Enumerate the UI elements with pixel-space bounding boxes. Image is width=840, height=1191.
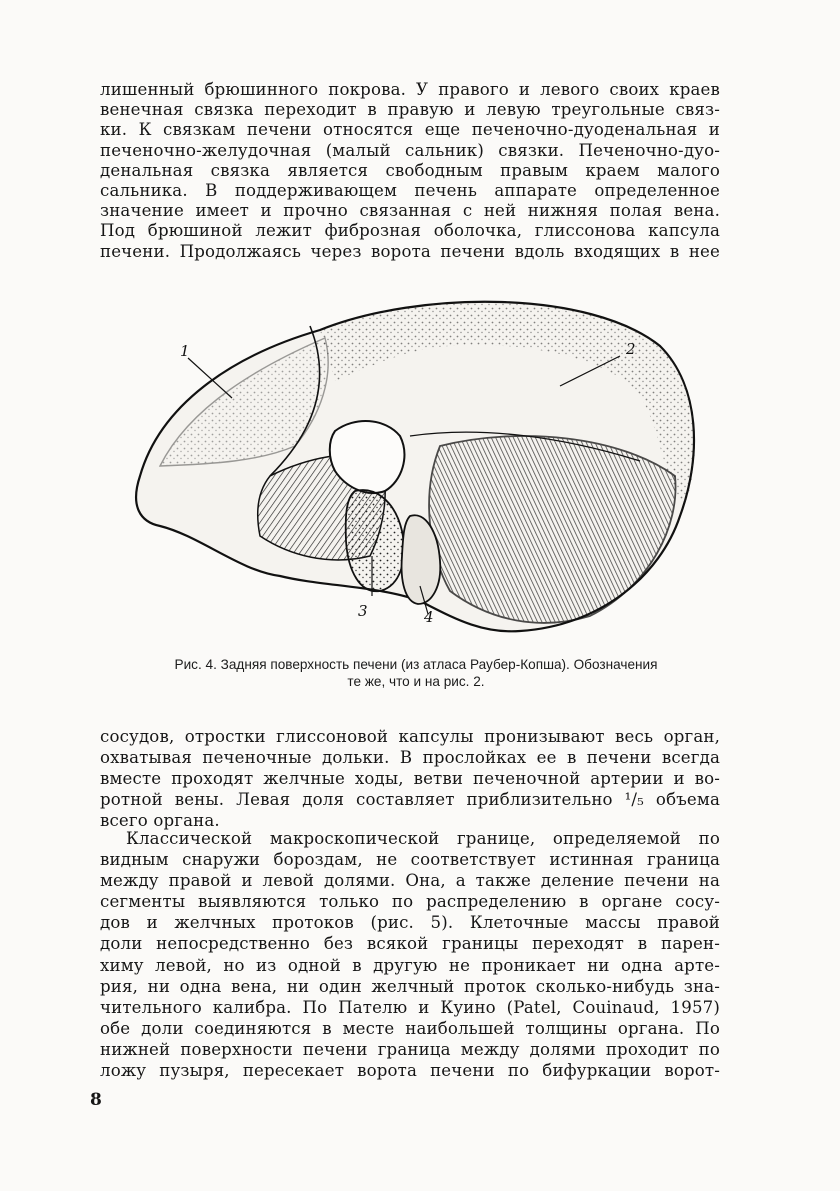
text-line: лишенный брюшинного покрова. У правого и левого своих краев: [100, 80, 720, 99]
text-line: рия, ни одна вена, ни один желчный проток сколько-нибудь зна-: [100, 976, 720, 996]
text-line: сальника. В поддерживающем печень аппарате определенное: [100, 181, 720, 201]
figure-label-2: 2: [626, 340, 636, 358]
figure-caption: [96, 656, 736, 690]
top-paragraph: [100, 80, 720, 262]
text-line: денальная связка является свободным правым краем малого: [100, 160, 720, 180]
figure-label-4: 4: [424, 608, 434, 626]
text-line: видным снаружи бороздам, не соответствует истинная граница: [100, 850, 720, 870]
text-line: охватывая печеночные дольки. В прослойках ее в печени всегда: [100, 748, 720, 768]
text-line: доли непосредственно без всякой границы переходят в парен-: [100, 934, 720, 954]
figure-label-1: 1: [180, 342, 190, 360]
liver-drawing: [120, 286, 720, 646]
text-line: вместе проходят желчные ходы, ветви печеночной артерии и во-: [100, 769, 720, 789]
figure-label-3: 3: [358, 602, 368, 620]
text-line: химу левой, но из одной в другую не проникает ни одна арте-: [100, 955, 720, 975]
text-line: ротной вены. Левая доля составляет приблизительно ¹/₅ объема: [100, 790, 720, 810]
text-line: Классической макроскопической границе, определяемой по: [126, 829, 720, 848]
text-line: нижней поверхности печени граница между долями проходит по: [100, 1039, 720, 1059]
liver-illustration: [120, 286, 720, 646]
text-line: между правой и левой долями. Она, а также деление печени на: [100, 871, 720, 891]
text-line: ложу пузыря, пересекает ворота печени по бифуркации ворот-: [100, 1061, 720, 1081]
text-line: дов и желчных протоков (рис. 5). Клеточные массы правой: [100, 913, 720, 933]
text-line: ки. К связкам печени относятся еще печеночно-дуоденальная и: [100, 120, 720, 140]
text-line: Под брюшиной лежит фиброзная оболочка, глиссонова капсула: [100, 221, 720, 241]
left-lobe-posterior: [429, 436, 675, 623]
caption-line: Рис. 4. Задняя поверхность печени (из атласа Раубер-Копша). Обозначения: [174, 657, 658, 672]
caption-line: те же, что и на рис. 2.: [347, 674, 485, 689]
text-line: обе доли соединяются в месте наибольшей толщины органа. По: [100, 1018, 720, 1038]
text-line: сегменты выявляются только по распределению в органе сосу-: [100, 892, 720, 912]
text-line: печеночно-желудочная (малый сальник) связки. Печеночно-дуо-: [100, 140, 720, 160]
text-line: печени. Продолжаясь через ворота печени вдоль входящих в нее: [100, 241, 720, 261]
bottom-paragraph: [100, 828, 720, 1081]
middle-paragraph: [100, 726, 720, 831]
text-line: чительного калибра. По Пателю и Куино (Patel, Couinaud, 1957): [100, 997, 720, 1017]
text-line: значение имеет и прочно связанная с ней нижняя полая вена.: [100, 201, 720, 221]
text-line: всего органа.: [100, 811, 220, 831]
text-line: венечная связка переходит в правую и левую треугольные связ-: [100, 100, 720, 120]
text-line: сосудов, отростки глиссоновой капсулы пронизывают весь орган,: [100, 727, 720, 746]
page-number: 8: [90, 1090, 102, 1110]
